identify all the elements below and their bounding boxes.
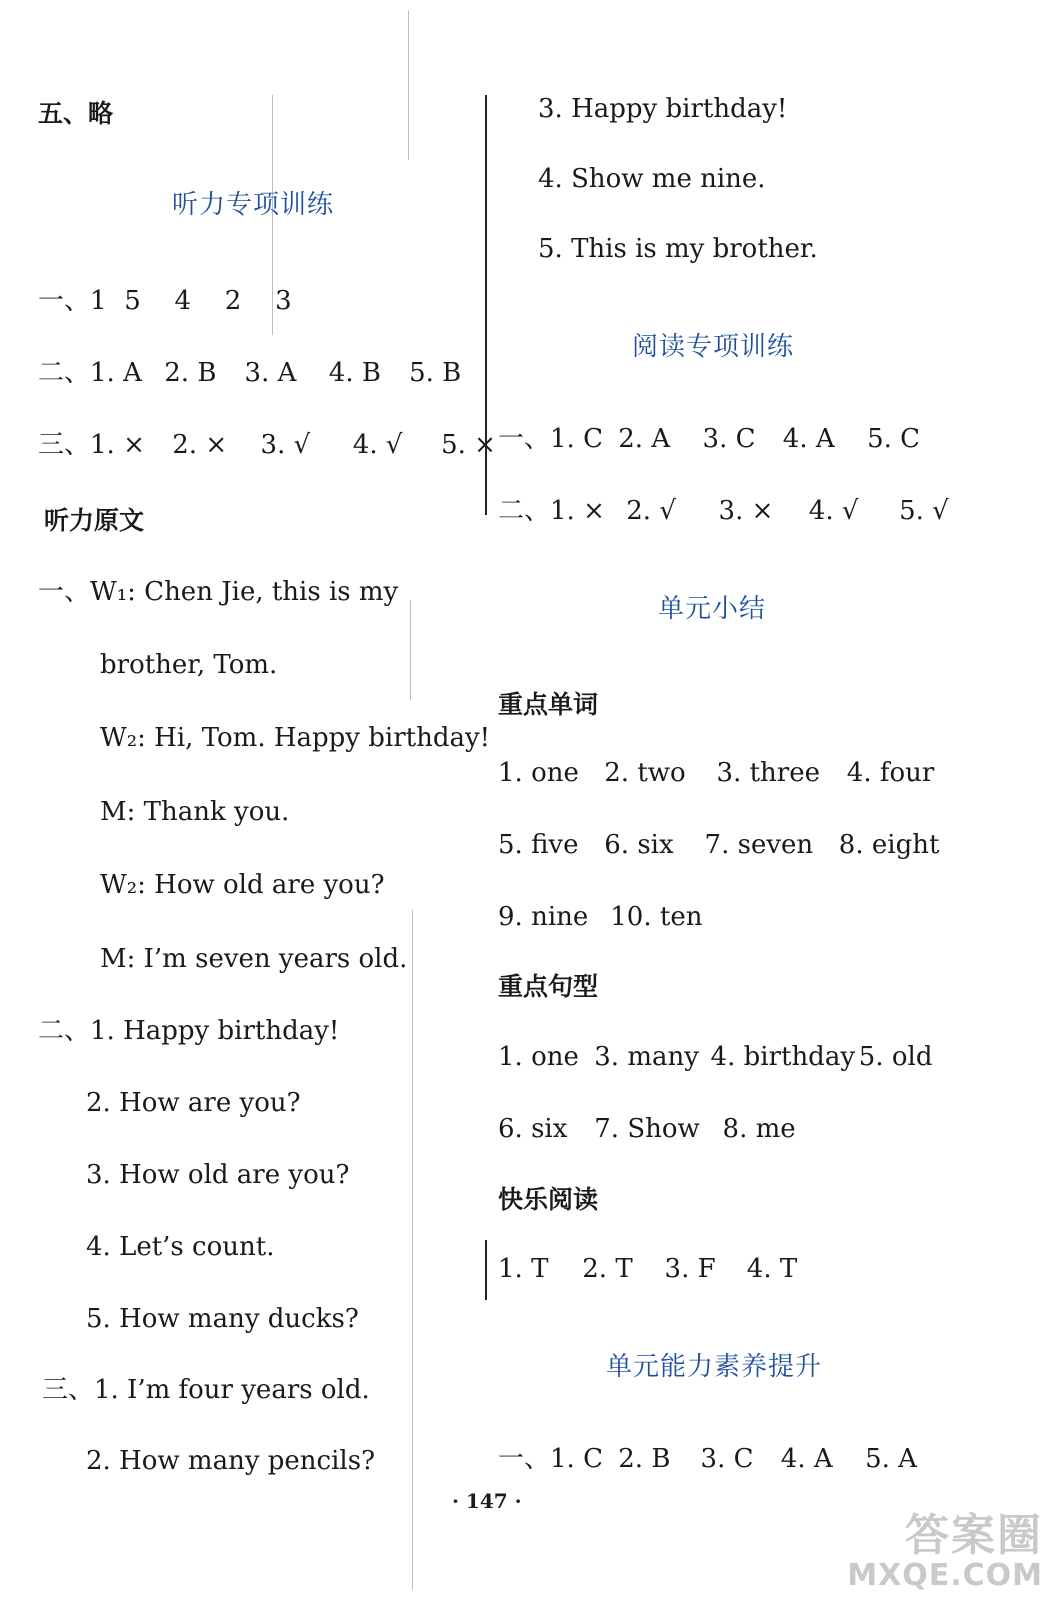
transcript-line: 5. How many ducks? (86, 1304, 359, 1334)
sentence-item: 4. birthday (710, 1042, 856, 1072)
answer-item: 3. C (700, 1444, 754, 1474)
answer-item: 三、1. × (38, 430, 145, 460)
words-heading: 重点单词 (498, 690, 599, 719)
answer-item: 2 (224, 286, 242, 316)
transcript-line: 三、1. I’m four years old. (42, 1375, 370, 1405)
happy-reading-heading: 快乐阅读 (498, 1185, 599, 1214)
watermark-text: 答案圈 (905, 1510, 1043, 1561)
sentences-row (498, 1112, 796, 1146)
summary-heading: 单元小结 (658, 594, 767, 624)
answer-item: 3. F (664, 1254, 716, 1284)
answer-item: 4. A (782, 424, 835, 454)
word-item: 6. six (604, 830, 674, 860)
answer-item: 2. B (618, 1444, 671, 1474)
word-item: 4. four (846, 758, 935, 788)
answer-item: 5. B (409, 358, 462, 388)
transcript-line: W₂: Hi, Tom. Happy birthday! (100, 723, 491, 753)
sentence-item: 8. me (722, 1114, 796, 1144)
word-item: 7. seven (704, 830, 814, 860)
continued-line: 4. Show me nine. (538, 164, 766, 194)
answer-item: 5. A (865, 1444, 917, 1474)
answer-row-yi (38, 284, 292, 318)
answer-item: 5 (124, 286, 141, 316)
answer-item: 2. A (618, 424, 671, 454)
sentence-item: 5. old (858, 1042, 933, 1072)
happy-reading-row (498, 1252, 797, 1286)
answer-item: 2. B (164, 358, 217, 388)
word-item: 2. two (604, 758, 686, 788)
transcript-line: 一、W₁: Chen Jie, this is my (38, 577, 399, 607)
transcript-line: 4. Let’s count. (86, 1232, 275, 1262)
transcript-line: 2. How many pencils? (86, 1446, 376, 1476)
listening-heading: 听力专项训练 (172, 190, 335, 220)
answer-item: 3. C (702, 424, 756, 454)
column-divider (485, 1240, 487, 1300)
ability-heading: 单元能力素养提升 (606, 1352, 823, 1382)
word-item: 5. five (498, 830, 579, 860)
answer-item: 1. T (498, 1254, 549, 1284)
answer-item: 5. √ (899, 496, 949, 526)
reading-heading: 阅读专项训练 (632, 332, 795, 362)
transcript-line: brother, Tom. (100, 650, 278, 680)
answer-item: 4. A (780, 1444, 833, 1474)
answer-item: 2. × (172, 430, 228, 460)
sentence-item: 7. Show (594, 1114, 700, 1144)
continued-line: 5. This is my brother. (538, 234, 818, 264)
answer-item: 4. √ (808, 496, 859, 526)
answer-item: 5. C (867, 424, 921, 454)
answer-item: 4. B (328, 358, 381, 388)
answer-row-er (38, 356, 461, 390)
word-item: 10. ten (610, 902, 703, 932)
word-item: 3. three (716, 758, 820, 788)
words-row (498, 828, 939, 862)
page-number: · 147 · (452, 1489, 522, 1513)
transcript-line: M: I’m seven years old. (100, 944, 408, 974)
answer-item: 2. T (582, 1254, 633, 1284)
answer-item: 二、1. × (498, 496, 605, 526)
scan-line (408, 10, 409, 160)
word-item: 1. one (498, 758, 579, 788)
reading-row-2 (498, 494, 949, 528)
ability-row (498, 1442, 917, 1476)
watermark-url: MXQE.COM (847, 1558, 1043, 1593)
answer-item: 二、1. A (38, 358, 142, 388)
answer-item: 4 (174, 286, 192, 316)
reading-row-1 (498, 422, 920, 456)
answer-item: 3. √ (260, 430, 311, 460)
transcript-heading: 听力原文 (44, 506, 145, 535)
words-row (498, 756, 934, 790)
answer-row-san (38, 428, 496, 462)
transcript-line: M: Thank you. (100, 797, 290, 827)
transcript-line: 2. How are you? (86, 1088, 301, 1118)
sentence-item: 1. one (498, 1042, 579, 1072)
answer-item: 3 (275, 286, 292, 316)
sentences-row (498, 1040, 932, 1074)
transcript-line: W₂: How old are you? (100, 870, 385, 900)
transcript-line: 二、1. Happy birthday! (38, 1016, 340, 1046)
answer-item: 4. T (746, 1254, 798, 1284)
answer-item: 一、1. C (498, 1444, 603, 1474)
answer-item: 4. √ (352, 430, 403, 460)
watermark-logo (847, 1512, 1043, 1592)
sentence-item: 6. six (498, 1114, 568, 1144)
continued-line: 3. Happy birthday! (538, 94, 788, 124)
answer-item: 3. × (718, 496, 774, 526)
answer-item: 一、1. C (498, 424, 603, 454)
scan-line (410, 600, 411, 700)
section-wu: 五、略 (38, 99, 114, 128)
word-item: 9. nine (498, 902, 589, 932)
answer-item: 5. × (441, 430, 496, 460)
words-row (498, 900, 702, 934)
word-item: 8. eight (838, 830, 940, 860)
scan-line (412, 910, 413, 1590)
answer-item: 一、1 (38, 286, 107, 316)
answer-item: 3. A (244, 358, 297, 388)
transcript-line: 3. How old are you? (86, 1160, 350, 1190)
sentences-heading: 重点句型 (498, 972, 599, 1001)
sentence-item: 3. many (594, 1042, 699, 1072)
answer-item: 2. √ (626, 496, 676, 526)
